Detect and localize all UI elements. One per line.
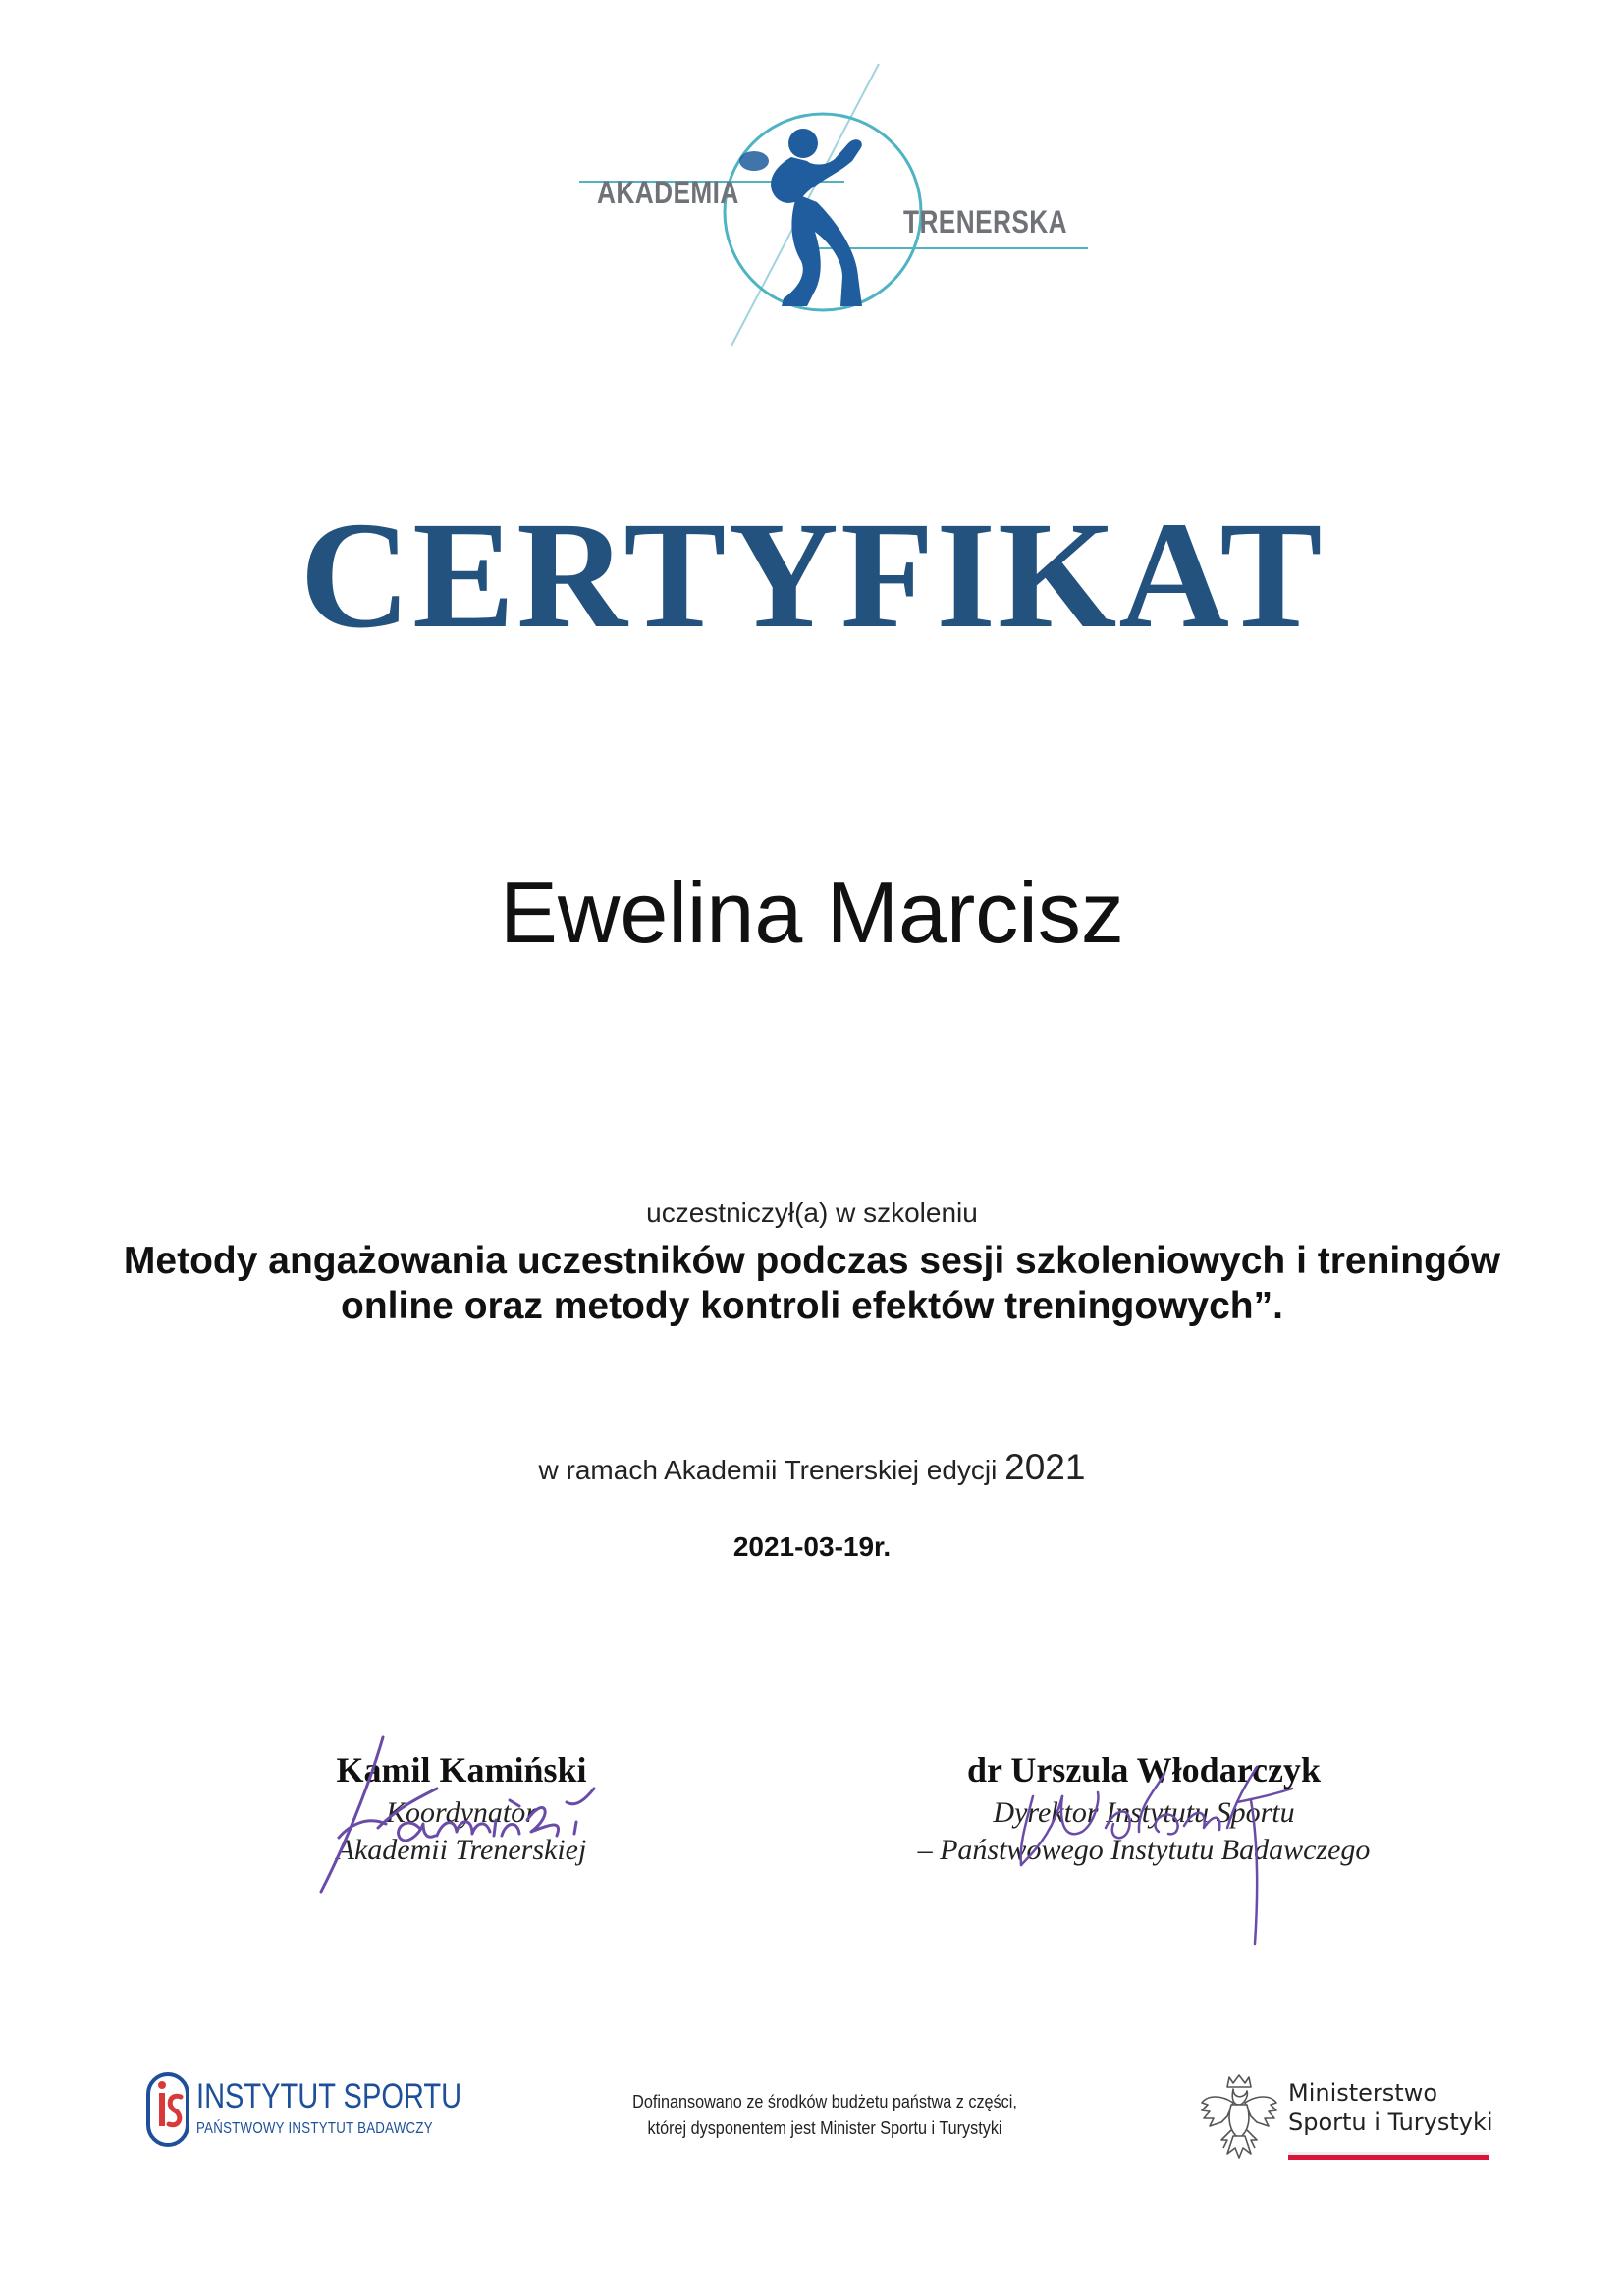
signatory-role: Dyrektor Instytutu Sportu (993, 1796, 1295, 1829)
certificate-title: CERTYFIKAT (299, 490, 1325, 660)
course-title-line: online oraz metody kontroli efektów treningowych”. (341, 1285, 1283, 1327)
instytut-sportu-subtitle: PAŃSTWOWY INSTYTUT BADAWCZY (196, 2120, 433, 2137)
signatory-role: Koordynator (386, 1796, 537, 1829)
logo-text-akademia: AKADEMIA (597, 175, 739, 210)
signatory-name: Kamil Kamiński (336, 1750, 587, 1789)
course-title-line: Metody angażowania uczestników podczas sesji szkoleniowych i treningów (123, 1240, 1501, 1282)
ministry-name-line: Sportu i Turystyki (1288, 2109, 1493, 2136)
white-eagle-emblem-icon (1198, 2069, 1280, 2163)
instytut-sportu-logo (145, 2071, 460, 2150)
recipient-name: Ewelina Marcisz (500, 864, 1124, 961)
funding-note-line: Dofinansowano ze środków budżetu państwa z części, (632, 2092, 1017, 2111)
signature-block-coordinator (245, 1749, 677, 1869)
edition-text: w ramach Akademii Trenerskiej edycji (538, 1455, 998, 1485)
polish-flag-stripe (1288, 2152, 1489, 2160)
ministry-name-line: Ministerstwo (1288, 2079, 1438, 2107)
akademia-trenerska-logo (550, 59, 1100, 353)
edition-year: 2021 (1004, 1447, 1086, 1487)
ministry-logo (1198, 2069, 1512, 2177)
logo-text-trenerska: TRENERSKA (903, 204, 1067, 240)
instytut-sportu-title: INSTYTUT SPORTU (196, 2077, 462, 2115)
signature-block-director (864, 1749, 1424, 1869)
signatory-role: – Państwowego Instytutu Badawczego (917, 1834, 1371, 1866)
participation-statement: uczestniczył(a) w szkoleniu (646, 1198, 978, 1228)
funding-note (550, 2089, 1100, 2142)
issue-date: 2021-03-19r. (732, 1531, 892, 1562)
signatory-role: Akademii Trenerskiej (336, 1834, 587, 1866)
edition-statement (0, 1447, 1624, 1488)
funding-note-line: której dysponentem jest Minister Sportu i Turystyki (647, 2118, 1002, 2138)
signatory-name: dr Urszula Włodarczyk (966, 1750, 1322, 1789)
instytut-sportu-badge-icon (145, 2071, 192, 2150)
course-title (59, 1239, 1565, 1329)
